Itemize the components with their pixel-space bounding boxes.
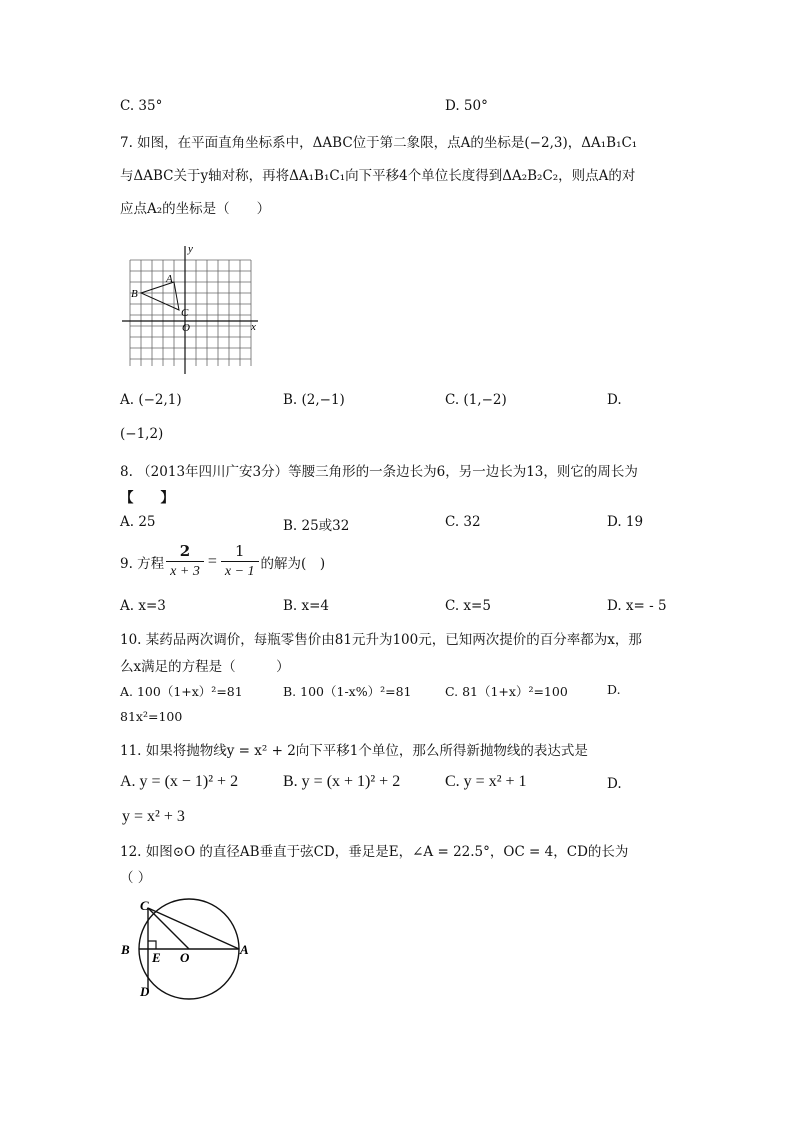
q12-label-o: O: [180, 950, 190, 965]
q10-option-d-value: 81x²=100: [120, 709, 183, 724]
q7-label-c: C: [181, 307, 189, 319]
q12-segment-co: [148, 908, 189, 949]
q12-circle-figure: [118, 892, 258, 1007]
q7-option-d: D.: [607, 392, 622, 408]
q10-option-b: B. 100（1-x%）²=81: [283, 684, 412, 699]
q9-prefix: 9. 方程: [120, 555, 165, 572]
q7-label-b: B: [131, 288, 138, 300]
q8-option-c: C. 32: [445, 514, 481, 530]
q7-option-a: A. (−2,1): [120, 392, 182, 408]
q9-option-d: D. x= - 5: [607, 598, 667, 614]
q12-label-c: C: [140, 898, 149, 913]
q11-option-d: D.: [607, 776, 622, 792]
q7-option-b: B. (2,−1): [283, 392, 345, 408]
q9-fraction-left-denominator: x + 3: [170, 564, 200, 579]
q11-line-1: 11. 如果将抛物线y = x² + 2向下平移1个单位，那么所得新抛物线的表达式是: [120, 743, 588, 759]
q12-line-1: 12. 如图⊙O 的直径AB垂直于弦CD，垂足是E，∠A = 22.5°，OC = 4，CD的长为: [120, 844, 629, 860]
q10-option-d: D.: [607, 682, 621, 697]
q6-option-d: D. 50°: [445, 98, 488, 114]
q11-option-c: C. y = x² + 1: [445, 773, 527, 790]
q11-option-a: A. y = (x − 1)² + 2: [120, 773, 239, 790]
q8-option-d: D. 19: [607, 514, 644, 530]
q9-fraction-left-numerator: 2: [166, 541, 204, 562]
q12-label-d: D: [140, 984, 150, 999]
q7-line-3: 应点A₂的坐标是（ ）: [120, 201, 271, 217]
q12-label-b: B: [121, 942, 130, 957]
q10-line-2: 么x满足的方程是（ ）: [120, 659, 290, 675]
q7-line-2: 与ΔABC关于y轴对称，再将ΔA₁B₁C₁向下平移4个单位长度得到ΔA₂B₂C₂，则点A的对: [120, 168, 636, 184]
q7-triangle-abc: [141, 282, 179, 310]
q12-label-a: A: [240, 942, 249, 957]
q7-line-1: 7. 如图，在平面直角坐标系中，ΔABC位于第二象限，点A的坐标是(−2,3)，ΔA₁B₁C₁: [120, 135, 638, 151]
q9-option-c: C. x=5: [445, 598, 491, 614]
q12-line-2: （ ）: [120, 870, 152, 886]
q8-answer-bracket: 【 】: [120, 490, 174, 506]
q9-equals-sign: =: [207, 552, 217, 570]
q10-option-c: C. 81（1+x）²=100: [445, 684, 568, 699]
q7-option-c: C. (1,−2): [445, 392, 507, 408]
q9-fraction-right-denominator: x − 1: [224, 564, 255, 579]
q9-option-a: A. x=3: [120, 598, 166, 614]
q9-suffix: 的解为( ): [260, 555, 326, 572]
q12-label-e: E: [152, 950, 161, 965]
q10-line-1: 10. 某药品两次调价，每瓶零售价由81元升为100元，已知两次提价的百分率都为x，那: [120, 632, 642, 648]
q9-fraction-right: [221, 541, 259, 582]
q7-label-a: A: [166, 273, 173, 285]
q7-label-x: x: [251, 321, 256, 333]
q9-option-b: B. x=4: [283, 598, 330, 614]
q11-option-d-value: y = x² + 3: [122, 808, 185, 825]
q6-option-c: C. 35°: [120, 98, 163, 114]
q9-equation-line: [120, 541, 325, 582]
q7-label-o: O: [182, 322, 190, 334]
q11-option-b: B. y = (x + 1)² + 2: [283, 773, 401, 790]
q9-fraction-right-numerator: 1: [221, 541, 259, 562]
q7-label-y: y: [188, 243, 193, 255]
q12-right-angle-mark: [148, 941, 156, 949]
q7-option-d-value: (−1,2): [120, 426, 164, 442]
q7-coordinate-grid-figure: [118, 240, 266, 380]
q8-option-b: B. 25或32: [283, 518, 350, 534]
q8-option-a: A. 25: [120, 514, 156, 530]
q9-fraction-left: [166, 541, 204, 582]
q7-grid-lines: [130, 260, 251, 366]
q8-line-1: 8. （2013年四川广安3分）等腰三角形的一条边长为6，另一边长为13，则它的周长为: [120, 464, 638, 480]
q10-option-a: A. 100（1+x）²=81: [120, 684, 243, 699]
